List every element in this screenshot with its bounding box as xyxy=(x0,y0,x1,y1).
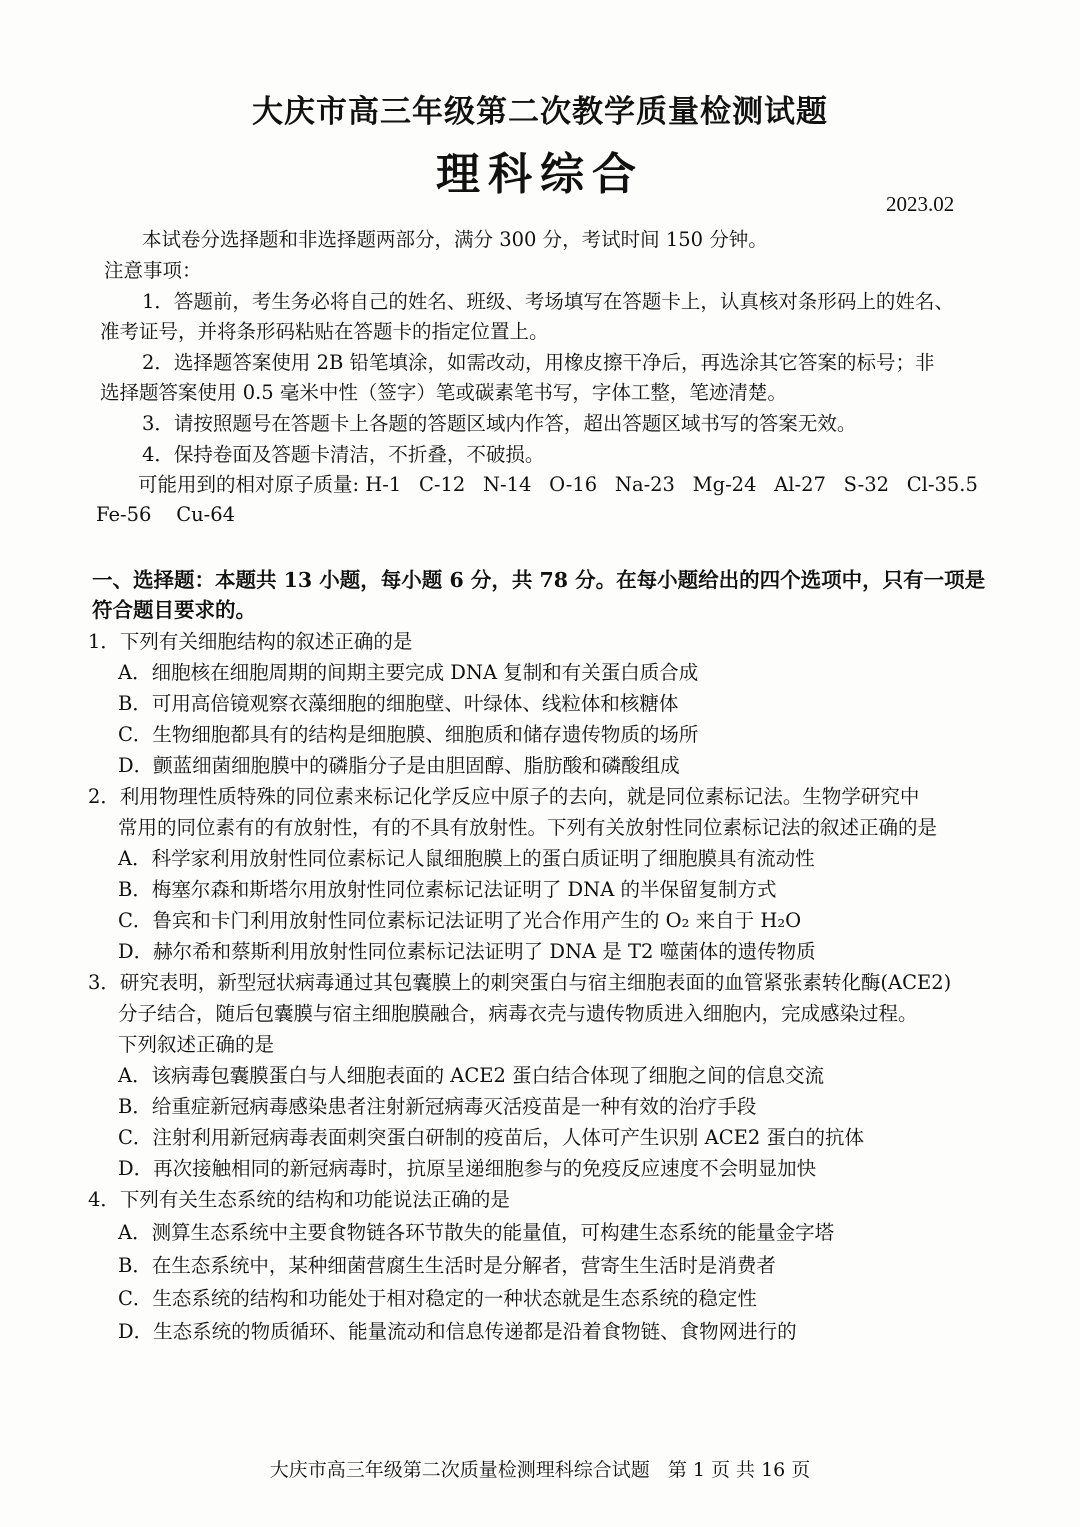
q1-option-b: B．可用高倍镜观察衣藻细胞的细胞壁、叶绿体、线粒体和核糖体 xyxy=(118,692,679,715)
question-4: 4．下列有关生态系统的结构和功能说法正确的是 xyxy=(88,1188,510,1211)
mass-item: C-12 xyxy=(418,473,466,496)
exam-title: 大庆市高三年级第二次教学质量检测试题 xyxy=(252,94,828,130)
question-3-cont-2: 下列叙述正确的是 xyxy=(118,1033,275,1056)
mass-item: Cl-35.5 xyxy=(906,473,978,496)
exam-summary: 本试卷分选择题和非选择题两部分，满分 300 分，考试时间 150 分钟。 xyxy=(142,228,768,251)
q2-option-b: B．梅塞尔森和斯塔尔用放射性同位素标记法证明了 DNA 的半保留复制方式 xyxy=(118,878,777,901)
masses-label: 可能用到的相对原子质量: H-1 xyxy=(138,473,402,496)
notice-2b: 选择题答案使用 0.5 毫米中性（签字）笔或碳素笔书写，字体工整，笔迹清楚。 xyxy=(100,381,787,404)
exam-date: 2023.02 xyxy=(886,192,955,216)
subject-title: 理科综合 xyxy=(436,149,644,200)
notice-1a: 1．答题前，考生务必将自己的姓名、班级、考场填写在答题卡上，认真核对条形码上的姓名、 xyxy=(142,290,954,313)
atomic-masses-row xyxy=(138,473,978,496)
notice-3: 3．请按照题号在答题卡上各题的答题区域内作答，超出答题区域书写的答案无效。 xyxy=(142,412,857,435)
section-heading-cont: 符合题目要求的。 xyxy=(92,598,256,622)
notice-4: 4．保持卷面及答题卡清洁，不折叠，不破损。 xyxy=(142,443,545,466)
atomic-masses-row-2: Fe-56 Cu-64 xyxy=(96,503,236,526)
question-1: 1．下列有关细胞结构的叙述正确的是 xyxy=(88,630,413,653)
notice-2a: 2．选择题答案使用 2B 铅笔填涂，如需改动，用橡皮擦干净后，再选涂其它答案的标号；非 xyxy=(142,351,935,374)
q4-option-a: A．测算生态系统中主要食物链各环节散失的能量值，可构建生态系统的能量金字塔 xyxy=(118,1221,835,1244)
section-heading: 一、选择题：本题共 13 小题，每小题 6 分，共 78 分。在每小题给出的四个选项中，只有一项是 xyxy=(92,568,986,592)
q1-option-a: A．细胞核在细胞周期的间期主要完成 DNA 复制和有关蛋白质合成 xyxy=(118,661,699,684)
q3-option-c: C．注射利用新冠病毒表面刺突蛋白研制的疫苗后，人体可产生识别 ACE2 蛋白的抗体 xyxy=(118,1126,864,1149)
mass-item: N-14 xyxy=(482,473,532,496)
q2-option-a: A．科学家利用放射性同位素标记人鼠细胞膜上的蛋白质证明了细胞膜具有流动性 xyxy=(118,847,815,870)
q1-option-c: C．生物细胞都具有的结构是细胞膜、细胞质和储存遗传物质的场所 xyxy=(118,723,699,746)
q3-option-b: B．给重症新冠病毒感染患者注射新冠病毒灭活疫苗是一种有效的治疗手段 xyxy=(118,1095,757,1118)
q3-option-a: A．该病毒包囊膜蛋白与人细胞表面的 ACE2 蛋白结合体现了细胞之间的信息交流 xyxy=(118,1064,825,1087)
page-footer: 大庆市高三年级第二次质量检测理科综合试题 第 1 页 共 16 页 xyxy=(269,1459,811,1481)
q4-option-b: B．在生态系统中，某种细菌营腐生生活时是分解者，营寄生生活时是消费者 xyxy=(118,1254,776,1277)
notice-1b: 准考证号，并将条形码粘贴在答题卡的指定位置上。 xyxy=(100,320,549,343)
q4-option-c: C．生态系统的结构和功能处于相对稳定的一种状态就是生态系统的稳定性 xyxy=(118,1287,757,1310)
question-2-cont: 常用的同位素有的有放射性，有的不具有放射性。下列有关放射性同位素标记法的叙述正确的是 xyxy=(118,816,938,839)
notice-title: 注意事项： xyxy=(104,259,202,282)
mass-item: Al-27 xyxy=(774,473,826,496)
question-3: 3．研究表明，新型冠状病毒通过其包囊膜上的刺突蛋白与宿主细胞表面的血管紧张素转化酶(ACE2) xyxy=(88,971,952,994)
mass-item: Mg-24 xyxy=(692,473,757,496)
q3-option-d: D．再次接触相同的新冠病毒时，抗原呈递细胞参与的免疫反应速度不会明显加快 xyxy=(118,1157,817,1180)
mass-item: S-32 xyxy=(843,473,890,496)
mass-item: O-16 xyxy=(549,473,598,496)
question-2: 2．利用物理性质特殊的同位素来标记化学反应中原子的去向，就是同位素标记法。生物学研究中 xyxy=(88,785,920,808)
mass-item: Na-23 xyxy=(614,473,675,496)
question-3-cont: 分子结合，随后包囊膜与宿主细胞膜融合，病毒衣壳与遗传物质进入细胞内，完成感染过程。 xyxy=(118,1002,918,1025)
q2-option-c: C．鲁宾和卡门利用放射性同位素标记法证明了光合作用产生的 O₂ 来自于 H₂O xyxy=(118,909,802,932)
q2-option-d: D．赫尔希和蔡斯利用放射性同位素标记法证明了 DNA 是 T2 噬菌体的遗传物质 xyxy=(118,940,816,963)
q4-option-d: D．生态系统的物质循环、能量流动和信息传递都是沿着食物链、食物网进行的 xyxy=(118,1320,797,1343)
q1-option-d: D．颤蓝细菌细胞膜中的磷脂分子是由胆固醇、脂肪酸和磷酸组成 xyxy=(118,754,680,777)
